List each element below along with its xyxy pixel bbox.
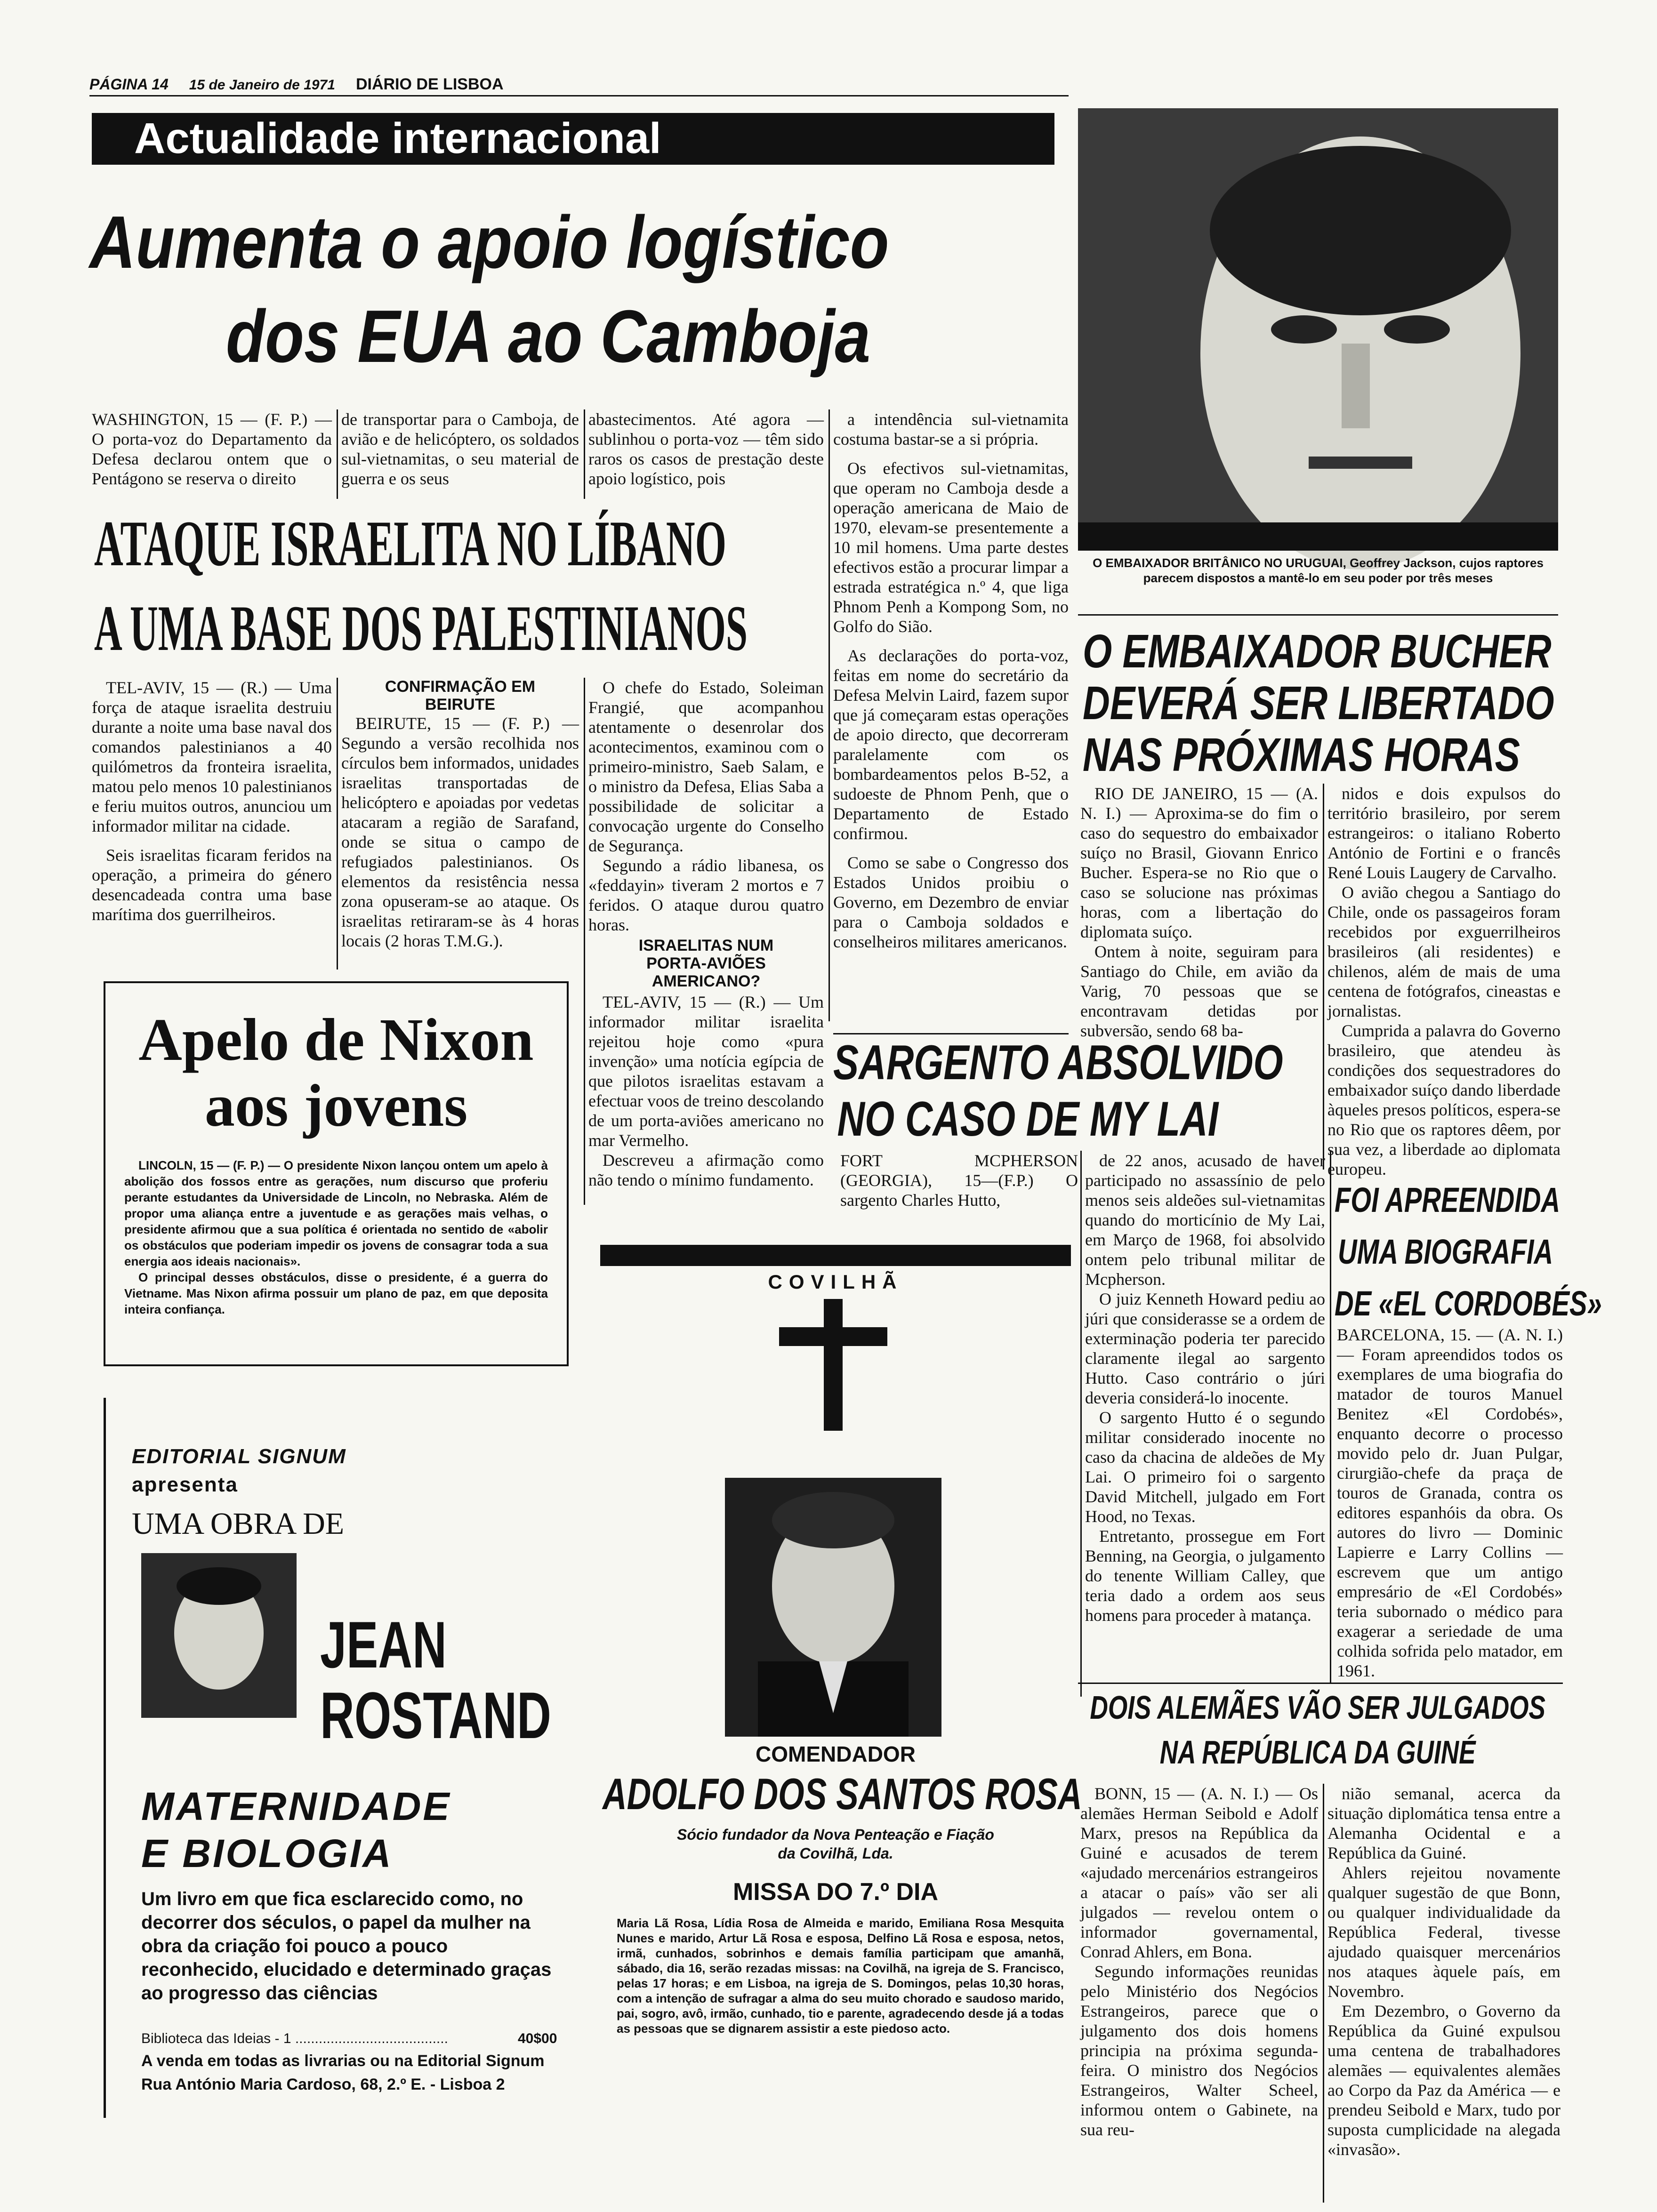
bucher-headline-2: DEVERÁ SER LIBERTADO	[1083, 677, 1554, 729]
cordobes-headline-3: DE «EL CORDOBÉS»	[1335, 1284, 1602, 1323]
lead-col-4-para: a intendência sul-vietnamita costuma bastar-se a si própria.	[833, 410, 1069, 449]
bucher-headline-3: NAS PRÓXIMAS HORAS	[1083, 729, 1520, 781]
bucher-col-1-para: Ontem à noite, seguiram para Santiago do Chile, em avião da Varig, 70 pessoas que se encontravam detidas por subversão, sendo 68 ba-	[1080, 942, 1318, 1040]
obituary-body: Maria Lã Rosa, Lídia Rosa de Almeida e marido, Emiliana Rosa Mesquita Nunes e marido, Artur Lã Rosa e esposa, Delfino Lã Rosa e esposa, netos, irmã, cunhados, sobrinhos e demais família participam que amanhã, sábado, dia 16, serão rezadas missas: na Covilhã, na igreja de S. Francisco, pelas 17 horas; e em Lisboa, na igreja de S. Domingos, pelas 10,30 horas, com a intenção de sufragar a alma do seu muito chorado e saudoso marido, pai, sogro, avô, irmão, cunhado, tio e parente, agradecendo desde já a todas as pessoas que se dignarem assistir a este piedoso acto.	[617, 1916, 1064, 2036]
ad-title-1: MATERNIDADE	[141, 1784, 451, 1828]
guine-top-rule	[1078, 1683, 1563, 1684]
col-rule	[584, 678, 585, 1205]
ad-presents: apresenta	[132, 1473, 238, 1496]
ad-sale-1: A venda em todas as livrarias ou na Editorial Signum	[141, 2052, 545, 2070]
photo-caption: O EMBAIXADOR BRITÂNICO NO URUGUAI, Geoffrey Jackson, cujos raptores parecem dispostos a mantê-lo em seu poder por três meses	[1093, 556, 1544, 585]
obituary-role-2: da Covilhã, Lda.	[778, 1845, 893, 1862]
nixon-body-para: O principal desses obstáculos, disse o presidente, é a guerra do Vietname. Mas Nixon afirma possuir um plano de paz, em que deposita inteira confiança.	[124, 1270, 548, 1316]
col-rule	[337, 678, 338, 970]
subhead-aircraft-carrier: ISRAELITAS NUM PORTA-AVIÕES AMERICANO?	[638, 937, 774, 990]
subhead-beirut: CONFIRMAÇÃO EM BEIRUTE	[385, 678, 536, 713]
issue-date: 15 de Janeiro de 1971	[189, 77, 335, 93]
obituary-rank: COMENDADOR	[756, 1742, 916, 1766]
bucher-col-2-para: O avião chegou a Santiago do Chile, onde os passageiros foram recebidos por exguerrilheiros brasileiros (ali residentes) e chilenos, além de mais de uma centena de fotógrafos, cineastas e jornalistas.	[1327, 883, 1560, 1020]
mylai-col-2-para: O juiz Kenneth Howard pediu ao júri que considerasse se a ordem de exterminação poderia ter parecido claramente ilegal ao sargento Hutto. Caso contrário o júri deveria considerá-lo inocente.	[1085, 1290, 1325, 1407]
lead-col-3: abastecimentos. Até agora — sublinhou o porta-voz — têm sido raros os casos de prestação deste apoio logístico, pois	[588, 410, 824, 488]
bucher-col-1	[1080, 784, 1318, 1040]
nixon-headline-2: aos jovens	[204, 1072, 468, 1139]
portrait-image	[1078, 108, 1558, 551]
lead-col-4-para: Os efectivos sul-vietnamitas, que operam no Camboja desde a operação americana de Maio de 1970, elevam-se presentemente a 10 mil homens. Uma parte destes efectivos estão a procurar limpar a estrada estratégica n.º 4, que liga Phnom Penh a Kompong Som, no Golfo do Sião.	[833, 459, 1069, 636]
deceased-photo	[725, 1478, 941, 1737]
deceased-portrait	[725, 1478, 941, 1737]
nixon-body	[124, 1157, 548, 1317]
israel-col-1	[92, 678, 332, 970]
col-rule	[828, 409, 830, 1021]
israel-col-1-para: Seis israelitas ficaram feridos na operação, a primeira do género desencadeada contra uma base marítima dos guerrilheiros.	[92, 846, 332, 924]
ad-blurb: Um livro em que fica esclarecido como, no decorrer dos séculos, o papel da mulher na obra da criação foi pouco a pouco reconhecido, elucidado e determinado graças ao progresso das ciências	[141, 1889, 552, 2004]
col-rule	[584, 409, 585, 499]
lead-col-4-para: Como se sabe o Congresso dos Estados Unidos proibiu o Governo, em Dezembro de enviar para o Camboja soldados e conselheiros militares americanos.	[833, 853, 1069, 951]
nixon-headline-1: Apelo de Nixon	[138, 1006, 534, 1073]
bucher-col-2-para: Cumprida a palavra do Governo brasileiro, que atendeu às condições dos sequestradores do embaixador suíço dando liberdade àqueles presos políticos, espera-se no Rio que os raptores dêem, por sua vez, a liberdade ao diplomata europeu.	[1327, 1021, 1560, 1178]
col-rule	[1080, 1151, 1082, 1697]
mylai-col-2	[1085, 1151, 1325, 1697]
guine-headline-1: DOIS ALEMÃES VÃO SER JULGADOS	[1090, 1689, 1545, 1726]
ad-price: 40$00	[518, 2031, 557, 2046]
mylai-top-rule	[833, 1033, 1069, 1034]
ambassador-photo	[1078, 108, 1558, 551]
cordobes-headline-2: UMA BIOGRAFIA	[1338, 1232, 1553, 1271]
obituary-role-1: Sócio fundador da Nova Penteação e Fiação	[677, 1826, 994, 1843]
section-banner-title: Actualidade internacional	[134, 114, 661, 162]
ad-sale-2: Rua António Maria Cardoso, 68, 2.º E. - Lisboa 2	[141, 2076, 505, 2093]
page-number: PÁGINA 14	[89, 76, 169, 93]
israel-col-3-para: Descreveu a afirmação como não tendo o mínimo fundamento.	[588, 1151, 824, 1189]
israel-col-2	[341, 678, 579, 970]
israel-col-3	[588, 678, 824, 1200]
guine-col-1-para: Segundo informações reunidas pelo Ministério dos Negócios Estrangeiros, parece que o julgamento dos dois homens principia na próxima segunda-feira. O ministro dos Negócios Estrangeiros, Walter Scheel, informou ontem o Gabinete, na sua reu-	[1080, 1962, 1318, 2139]
israel-col-3-para: O chefe do Estado, Soleiman Frangié, que acompanhou atentamente o desenrolar dos acontecimentos, examinou com o primeiro-ministro, Saeb Salam, e o ministro da Defesa, Elias Saba a possibilidade de solicitar a convocação urgente do Conselho de Segurança.	[588, 678, 824, 855]
mylai-col-2-para: Entretanto, prossegue em Fort Benning, na Georgia, o julgamento do tenente William Calley, que teria dado a ordem aos seus homens para proceder à matança.	[1085, 1527, 1325, 1625]
guine-col-1	[1080, 1784, 1318, 2203]
ad-work-of: UMA OBRA DE	[132, 1507, 345, 1541]
israel-col-1-para: TEL-AVIV, 15 — (R.) — Uma força de ataque israelita destruiu durante a noite uma base naval dos comandos palestinianos a 40 quilómetros da fronteira israelita, matou pelo menos 10 palestinianos e feriu muitos outros, anunciou um informador militar na cidade.	[92, 678, 332, 835]
ad-series: Biblioteca das Ideias - 1 .......................................	[141, 2031, 448, 2046]
lead-col-4-para: As declarações do porta-voz, feitas em nome do secretário da Defesa Melvin Laird, fazem supor que já começaram estas operações de apoio directo, que decorreram paralelamente com os bombardeamentos pelos B-52, a sudoeste de Phnom Penh, que o Departamento de Estado confirmou.	[833, 646, 1069, 843]
col-rule	[1323, 1784, 1324, 2203]
nixon-body-para: LINCOLN, 15 — (F. P.) — O presidente Nixon lançou ontem um apelo à abolição dos fossos entre as gerações, num discurso que proferiu perante estudantes da Universidade de Lincoln, no Nebraska. Além de propor uma aliança entre a juventude e as gerações mais velhas, o presidente afirmou que a sua política é orientada no sentido de «abolir os obstáculos que poderiam impedir os jovens de consagrar toda a sua energia aos ideais nacionais».	[124, 1158, 548, 1268]
lead-col-2: de transportar para o Camboja, de avião e de helicóptero, os soldados sul-vietnamitas, o seu material de guerra e os seus	[341, 410, 579, 488]
col-rule	[1323, 784, 1324, 1170]
ad-author-1: JEAN	[320, 1608, 447, 1682]
cross-icon-bar	[779, 1327, 887, 1346]
mylai-col-2-para: de 22 anos, acusado de haver participado no assassínio de pelo menos seis aldeões sul-vietnamitas quando do morticínio de My Lai, em Março de 1968, foi absolvido ontem pelo tribunal militar de Mcpherson.	[1085, 1151, 1325, 1289]
cross-icon	[824, 1299, 843, 1431]
lead-col-1: WASHINGTON, 15 — (F. P.) — O porta-voz do Departamento da Defesa declarou ontem que o Pentágono se reserva o direito	[92, 410, 332, 488]
ad-title-2: E BIOLOGIA	[141, 1831, 393, 1875]
lead-col-4	[833, 409, 1069, 1021]
masthead-rule	[89, 95, 1069, 96]
guine-col-1-para: BONN, 15 — (A. N. I.) — Os alemães Herman Seibold e Adolf Marx, presos na República da Guiné e acusados de terem «ajudado mercenários estrangeiros a atacar o país» vão ser ali julgados — revelou ontem o informador governamental, Conrad Ahlers, em Bona.	[1080, 1784, 1318, 1961]
caption-rule	[1078, 614, 1558, 616]
guine-col-2	[1327, 1784, 1560, 2203]
bucher-headline-1: O EMBAIXADOR BUCHER	[1083, 625, 1552, 678]
guine-col-2-para: Em Dezembro, o Governo da República da Guiné expulsou uma centena de trabalhadores alemães — equivalentes alemães ao Corpo da Paz da América — e prendeu Seibold e Marx, tudo por suposta cumplicidade na alegada «invasão».	[1327, 2002, 1560, 2159]
lead-headline-1: Aumenta o apoio logístico	[89, 201, 889, 284]
mylai-headline-1: SARGENTO ABSOLVIDO	[833, 1035, 1283, 1090]
col-rule	[1330, 1151, 1331, 1683]
masthead	[89, 75, 560, 94]
ad-author-2: ROSTAND	[320, 1678, 551, 1752]
author-portrait-image	[141, 1553, 297, 1718]
guine-headline-2: NA REPÚBLICA DA GUINÉ	[1159, 1734, 1476, 1771]
israel-col-3-para: TEL-AVIV, 15 — (R.) — Um informador militar israelita rejeitou hoje como «pura invenção» uma notícia egípcia de que pilotos israelitas estavam a efectuar voos de treino descolando de um porta-aviões americano no mar Vermelho.	[588, 993, 824, 1150]
section-banner	[92, 113, 1054, 165]
newspaper-name: DIÁRIO DE LISBOA	[355, 75, 504, 93]
col-rule	[337, 409, 338, 499]
obituary-name: ADOLFO DOS SANTOS ROSA	[603, 1769, 1082, 1819]
israel-col-3-para: Segundo a rádio libanesa, os «feddayin» tiveram 2 mortos e 7 feridos. O ataque durou quatro horas.	[588, 856, 824, 934]
cordobes-body: BARCELONA, 15. — (A. N. I.) — Foram apreendidos todos os exemplares de uma biografia do matador de touros Manuel Benitez «El Cordobés», enquanto decorre o processo movido pelo dr. Juan Pulgar, cirurgião-chefe da praça de touros de Granada, contra os editores espanhóis da obra. Os autores do livro — Dominic Lapierre e Larry Collins — escrevem que um antigo empresário de «El Cordobés» teria subornado o médico para exagerar a seriedade de uma colhida sofrida pelo matador, em 1961.	[1337, 1325, 1563, 1680]
guine-col-2-para: Ahlers rejeitou novamente qualquer sugestão de que Bonn, ou qualquer individualidade da República Federal, tivesse ajudado quaisquer mercenários nos ataques àquele país, em Novembro.	[1327, 1863, 1560, 2001]
bucher-col-2	[1327, 784, 1560, 1178]
mylai-col-2-para: O sargento Hutto é o segundo militar considerado inocente no caso da chacina de aldeões de My Lai. O primeiro foi o sargento David Mitchell, julgado em Fort Hood, no Texas.	[1085, 1408, 1325, 1526]
cordobes-headline-1: FOI APREENDIDA	[1335, 1180, 1560, 1219]
israel-headline-2: A UMA BASE DOS PALESTINIANOS	[94, 592, 748, 664]
bucher-col-2-para: nidos e dois expulsos do território brasileiro, por serem estrangeiros: o italiano Roberto António de Fortini e o francês René Louis Laugery de Carvalho.	[1327, 784, 1560, 882]
lead-headline-2: dos EUA ao Camboja	[226, 295, 871, 378]
mylai-headline-2: NO CASO DE MY LAI	[837, 1092, 1219, 1146]
obituary-mass: MISSA DO 7.º DIA	[732, 1878, 938, 1906]
bucher-col-1-para: RIO DE JANEIRO, 15 — (A. N. I.) — Aproxima-se do fim o caso do sequestro do embaixador suíço no Brasil, Giovann Enrico Bucher. Espera-se no Rio que o caso se solucione nas próximas horas, com a libertação do diplomata suíço.	[1080, 784, 1318, 941]
mylai-lead: FORT MCPHERSON (GEORGIA), 15—(F.P.) O sargento Charles Hutto,	[840, 1151, 1078, 1210]
obituary-town: COVILHÃ	[768, 1271, 903, 1293]
author-portrait	[141, 1553, 297, 1718]
ad-publisher: EDITORIAL SIGNUM	[132, 1445, 346, 1468]
israel-col-2-para: BEIRUTE, 15 — (F. P.) — Segundo a versão recolhida nos círculos bem informados, unidades israelitas transportadas de helicóptero e apoiadas por vedetas atacaram a região de Sarafand, onde se situa o campo de refugiados palestinianos. Os elementos da resistência nessa zona opuseram-se ao ataque. Os israelitas retiraram-se às 4 horas locais (2 horas T.M.G.).	[341, 714, 579, 950]
nixon-box	[104, 981, 569, 1366]
guine-col-2-para: nião semanal, acerca da situação diplomática tensa entre a Alemanha Ocidental e a República da Guiné.	[1327, 1784, 1560, 1862]
israel-headline-1: ATAQUE ISRAELITA NO LÍBANO	[94, 507, 727, 579]
obituary-top-bar	[600, 1245, 1071, 1266]
